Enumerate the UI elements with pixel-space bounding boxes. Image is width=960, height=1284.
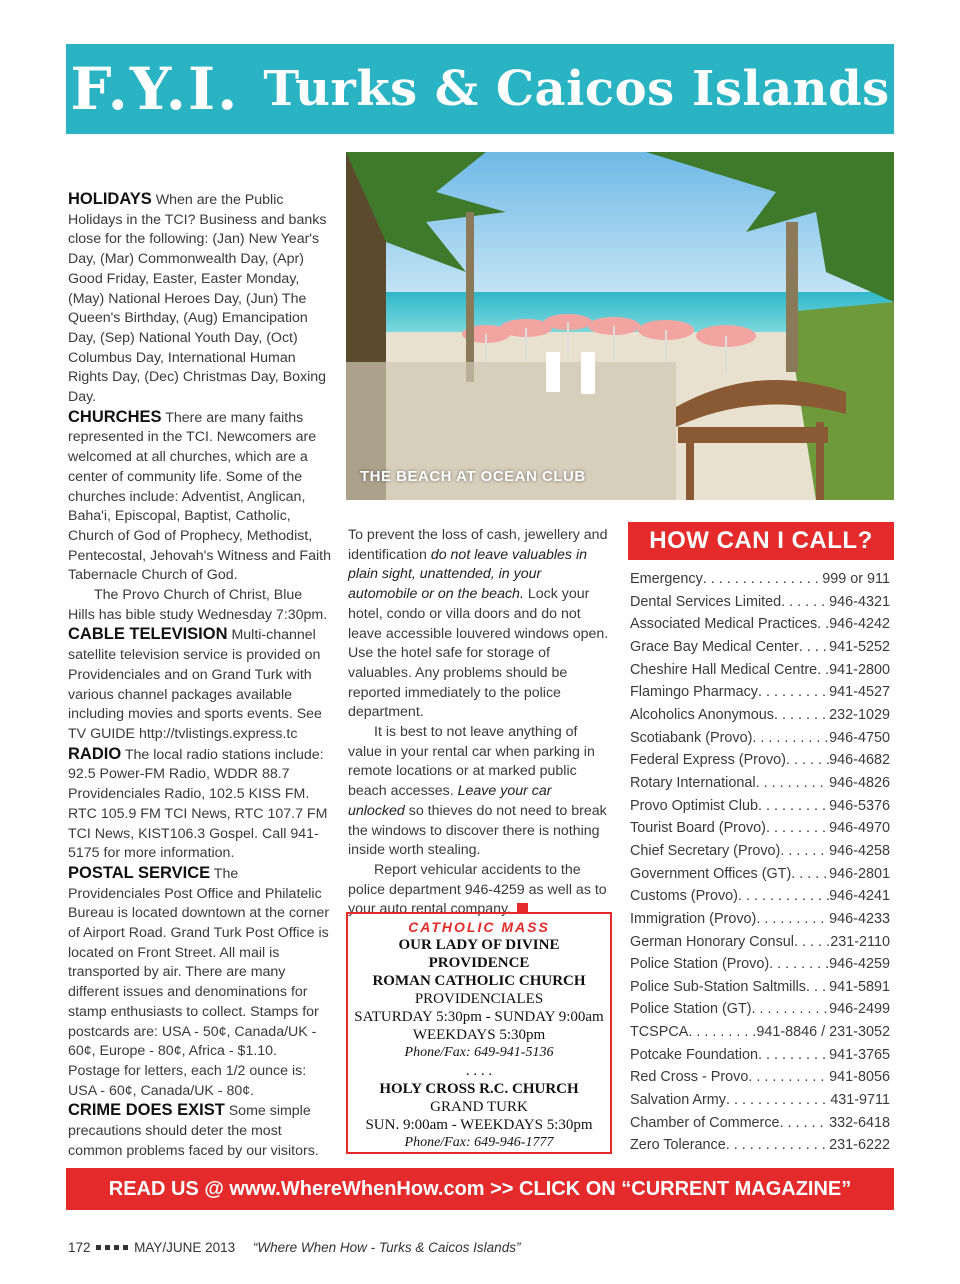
dot-leader: [769, 953, 829, 976]
phone-number: 946-4750: [829, 729, 890, 746]
phone-row: [630, 795, 890, 818]
dot-leader: [780, 1112, 830, 1135]
phone-number: 941-3765: [829, 1046, 890, 1063]
mass-line: PROVIDENCIALES: [414, 991, 544, 1007]
phone-row: [630, 931, 890, 954]
safety-text-2b: Leave your car unlocked: [348, 783, 552, 819]
phone-name: Chief Secretary (Provo): [630, 842, 781, 859]
phone-name: Salvation Army: [630, 1092, 726, 1109]
safety-text-1c: Lock your hotel, condo or villa doors and do not leave accessible louvered windows open. Use the hotel safe for storage of valuables. Any problems should be reported immediately to the police department.: [348, 586, 609, 721]
mass-line: ROMAN CATHOLIC CHURCH: [372, 973, 586, 989]
bullet: [105, 1245, 110, 1250]
mass-phone: Phone/Fax: 649-946-1777: [404, 1135, 554, 1150]
title-banner: [66, 44, 894, 134]
phone-name: German Honorary Consul: [630, 933, 794, 950]
dot-leader: [726, 1134, 829, 1157]
phone-row: [630, 976, 890, 999]
phone-name: Dental Services Limited: [630, 593, 782, 610]
dot-leader: [758, 681, 829, 704]
read-us-banner[interactable]: READ US @ www.WhereWhenHow.com >> CLICK ON “CURRENT MAGAZINE”: [66, 1168, 894, 1210]
phone-name: Associated Medical Practices: [630, 616, 818, 633]
phone-number: 941-5891: [829, 978, 890, 995]
phone-name: Police Sub-Station Saltmills: [630, 978, 806, 995]
how-can-i-call-heading: HOW CAN I CALL?: [628, 522, 894, 560]
phone-name: Tourist Board (Provo): [630, 820, 766, 837]
dot-leader: [726, 1089, 830, 1112]
phone-row: [630, 1112, 890, 1135]
beach-scene: [346, 152, 894, 500]
phone-number: 946-5376: [829, 797, 890, 814]
phone-number: 232-1029: [829, 706, 890, 723]
phone-row: [630, 613, 890, 636]
phone-name: TCSPCA: [630, 1024, 689, 1041]
phone-name: Immigration (Provo): [630, 910, 757, 927]
issue-date: MAY/JUNE 2013: [134, 1240, 236, 1255]
phone-directory: [630, 568, 890, 1157]
middle-column: [348, 526, 610, 920]
mass-line: SUN. 9:00am - WEEKDAYS 5:30pm: [365, 1117, 593, 1133]
mass-line: HOLY CROSS R.C. CHURCH: [379, 1081, 579, 1097]
cable-heading: CABLE TELEVISION: [68, 625, 228, 644]
beach-photo: [346, 152, 894, 500]
phone-name: Zero Tolerance: [630, 1137, 726, 1154]
dot-leader: [738, 885, 829, 908]
phone-row: [630, 1089, 890, 1112]
phone-number: 946-4259: [829, 956, 890, 973]
dot-leader: [786, 749, 829, 772]
crime-text: Some simple precautions should deter the most common problems faced by our visitors.: [68, 1103, 319, 1159]
phone-row: [630, 885, 890, 908]
phone-name: Scotiabank (Provo): [630, 729, 753, 746]
phone-row: [630, 998, 890, 1021]
phone-number: 946-4321: [829, 593, 890, 610]
phone-name: Flamingo Pharmacy: [630, 684, 758, 701]
dot-leader: [806, 976, 829, 999]
phone-name: Police Station (Provo): [630, 956, 770, 973]
dot-leader: [752, 727, 829, 750]
phone-row: [630, 908, 890, 931]
phone-name: Potcake Foundation: [630, 1046, 759, 1063]
dot-leader: [780, 840, 829, 863]
left-column: [68, 190, 332, 1161]
dot-leader: [794, 931, 830, 954]
postal-text: The Providenciales Post Office and Philatelic Bureau is located downtown at the corner of Airport Road. Grand Turk Post Office is located on Front Street. All mail is transported by air. There are many different issues and denominations for stamp enthusiasts to collect. Stamps for postcards are: USA - 50¢, Canada/UK - 60¢, Europe - 80¢, Africa - $1.10. Postage for letters, each 1/2 ounce is: USA - 60¢, Canada/UK - 80¢.: [68, 865, 330, 1099]
phone-number: 941-4527: [829, 684, 890, 701]
bullet: [114, 1245, 119, 1250]
phone-row: [630, 636, 890, 659]
dot-leader: [688, 1021, 756, 1044]
phone-number: 946-4242: [829, 616, 890, 633]
page-title: Turks & Caicos Islands: [263, 61, 890, 117]
dot-leader: [758, 795, 829, 818]
mass-line: GRAND TURK: [430, 1099, 528, 1115]
photo-caption: THE BEACH AT OCEAN CLUB: [360, 468, 586, 485]
phone-number: 946-4970: [829, 820, 890, 837]
phone-name: Cheshire Hall Medical Centre: [630, 661, 818, 678]
dot-leader: [817, 659, 829, 682]
phone-number: 332-6418: [829, 1114, 890, 1131]
dot-leader: [758, 1044, 829, 1067]
holidays-heading: HOLIDAYS: [68, 190, 152, 208]
phone-number: 946-4258: [829, 842, 890, 859]
cable-text: Multi-channel satellite television service is provided on Providenciales and on Grand Turk with various channel packages available including movies and sports events. See TV GUIDE http://tvlistings.express.tc: [68, 627, 322, 742]
dot-leader: [766, 817, 829, 840]
dot-leader: [817, 613, 829, 636]
phone-number: 946-2499: [829, 1001, 890, 1018]
phone-row: [630, 1134, 890, 1157]
phone-number: 231-2110: [830, 933, 890, 950]
dot-leader: [781, 591, 829, 614]
phone-name: Rotary International: [630, 774, 756, 791]
radio-heading: RADIO: [68, 744, 122, 763]
phone-number: 946-4233: [829, 910, 890, 927]
page-footer: [68, 1240, 520, 1255]
phone-row: [630, 1044, 890, 1067]
dot-leader: [748, 1066, 829, 1089]
phone-number: 941-5252: [829, 638, 890, 655]
phone-name: Provo Optimist Club: [630, 797, 758, 814]
phone-row: [630, 840, 890, 863]
phone-row: [630, 772, 890, 795]
safety-text-1b: do not leave valuables in plain sight, unattended, in your automobile or on the beach.: [348, 546, 587, 603]
dot-leader: [752, 998, 830, 1021]
phone-row: [630, 953, 890, 976]
page-number: 172: [68, 1240, 91, 1255]
churches-heading: CHURCHES: [68, 407, 162, 426]
phone-number: 946-4241: [829, 888, 890, 905]
safety-text-2c: so thieves do not need to break the windows to discover there is nothing inside worth stealing.: [348, 802, 607, 859]
crime-heading: CRIME DOES EXIST: [68, 1101, 225, 1120]
phone-row: [630, 704, 890, 727]
holidays-text: When are the Public Holidays in the TCI? Business and banks close for the following: (Jan) New Year's Day, (Mar) Commonwealth Day, (Apr) Good Friday, Easter, Easter Monday, (May) National Heroes Day, (Jun) The Queen's Birthday, (Aug) Emancipation Day, (Sep) National Youth Day, (Oct) Columbus Day, International Human Rights Day, (Dec) Christmas Day, Boxing Day.: [68, 192, 327, 406]
phone-row: [630, 749, 890, 772]
mass-line: OUR LADY OF DIVINE: [398, 937, 560, 953]
publication-name: “Where When How - Turks & Caicos Islands”: [252, 1240, 521, 1255]
phone-row: [630, 591, 890, 614]
phone-row: [630, 727, 890, 750]
phone-row: [630, 1066, 890, 1089]
phone-number: 231-6222: [829, 1137, 890, 1154]
phone-number: 941-8846 / 231-3052: [756, 1024, 890, 1041]
phone-name: Emergency: [630, 571, 703, 587]
safety-text-3: Report vehicular accidents to the police department 946-4259 as well as to your auto rental company.: [348, 861, 607, 918]
mass-line: WEEKDAYS 5:30pm: [412, 1027, 546, 1043]
dot-leader: [799, 636, 829, 659]
dot-leader: [791, 863, 829, 886]
phone-name: Government Offices (GT): [630, 865, 792, 882]
safety-text-1a: To prevent the loss of cash, jewellery and identification: [348, 527, 608, 563]
dot-leader: [774, 704, 829, 727]
phone-name: Chamber of Commerce: [630, 1114, 780, 1131]
bullet: [96, 1245, 101, 1250]
phone-row: [630, 681, 890, 704]
churches-text-2: The Provo Church of Christ, Blue Hills has bible study Wednesday 7:30pm.: [68, 587, 328, 623]
phone-name: Grace Bay Medical Center: [630, 638, 799, 655]
phone-number: 941-8056: [829, 1069, 890, 1086]
phone-name: Federal Express (Provo): [630, 752, 786, 769]
phone-row: [630, 817, 890, 840]
phone-row: [630, 568, 890, 591]
mass-line: PROVIDENCE: [428, 955, 530, 971]
phone-name: Alcoholics Anonymous: [630, 706, 774, 723]
phone-name: Red Cross - Provo: [630, 1069, 749, 1086]
phone-number: 431-9711: [830, 1092, 890, 1109]
mass-line: SATURDAY 5:30pm - SUNDAY 9:00am: [354, 1009, 604, 1025]
dot-leader: [703, 568, 822, 591]
phone-number: 946-4826: [829, 774, 890, 791]
catholic-mass-box: [346, 912, 612, 1154]
bullet: [123, 1245, 128, 1250]
phone-name: Police Station (GT): [630, 1001, 752, 1018]
safety-text-2a: It is best to not leave anything of value in your rental car when parking in remote locations or at marked public beach accesses.: [348, 724, 595, 800]
dot-leader: [756, 772, 830, 795]
phone-row: [630, 1021, 890, 1044]
phone-number: 946-4682: [829, 752, 890, 769]
churches-text: There are many faiths represented in the TCI. Newcomers are welcomed at all churches, which are a center of community life. Some of the churches include: Adventist, Anglican, Baha'i, Episcopal, Baptist, Catholic, Church of God of Prophecy, Methodist, Pentecostal, Jehovah's Witness and Faith Tabernacle Church of God.: [68, 409, 331, 584]
postal-heading: POSTAL SERVICE: [68, 863, 211, 882]
phone-row: [630, 659, 890, 682]
radio-text: The local radio stations include: 92.5 Power-FM Radio, WDDR 88.7 Providenciales Radio, 102.5 KISS FM. RTC 105.9 FM TCI News, RTC 107.7 FM TCI News, KIST106.3 Gospel. Call 941-5175 for more information.: [68, 746, 328, 862]
phone-number: 941-2800: [829, 661, 890, 678]
phone-number: 999 or 911: [822, 571, 890, 587]
mass-heading: CATHOLIC MASS: [408, 919, 550, 935]
dot-leader: [756, 908, 829, 931]
mass-phone: Phone/Fax: 649-941-5136: [404, 1045, 554, 1060]
mass-separator: . . . .: [465, 1063, 493, 1079]
fyi-title: F.Y.I.: [70, 55, 240, 123]
phone-row: [630, 863, 890, 886]
phone-number: 946-2801: [829, 865, 890, 882]
phone-name: Customs (Provo): [630, 888, 738, 905]
